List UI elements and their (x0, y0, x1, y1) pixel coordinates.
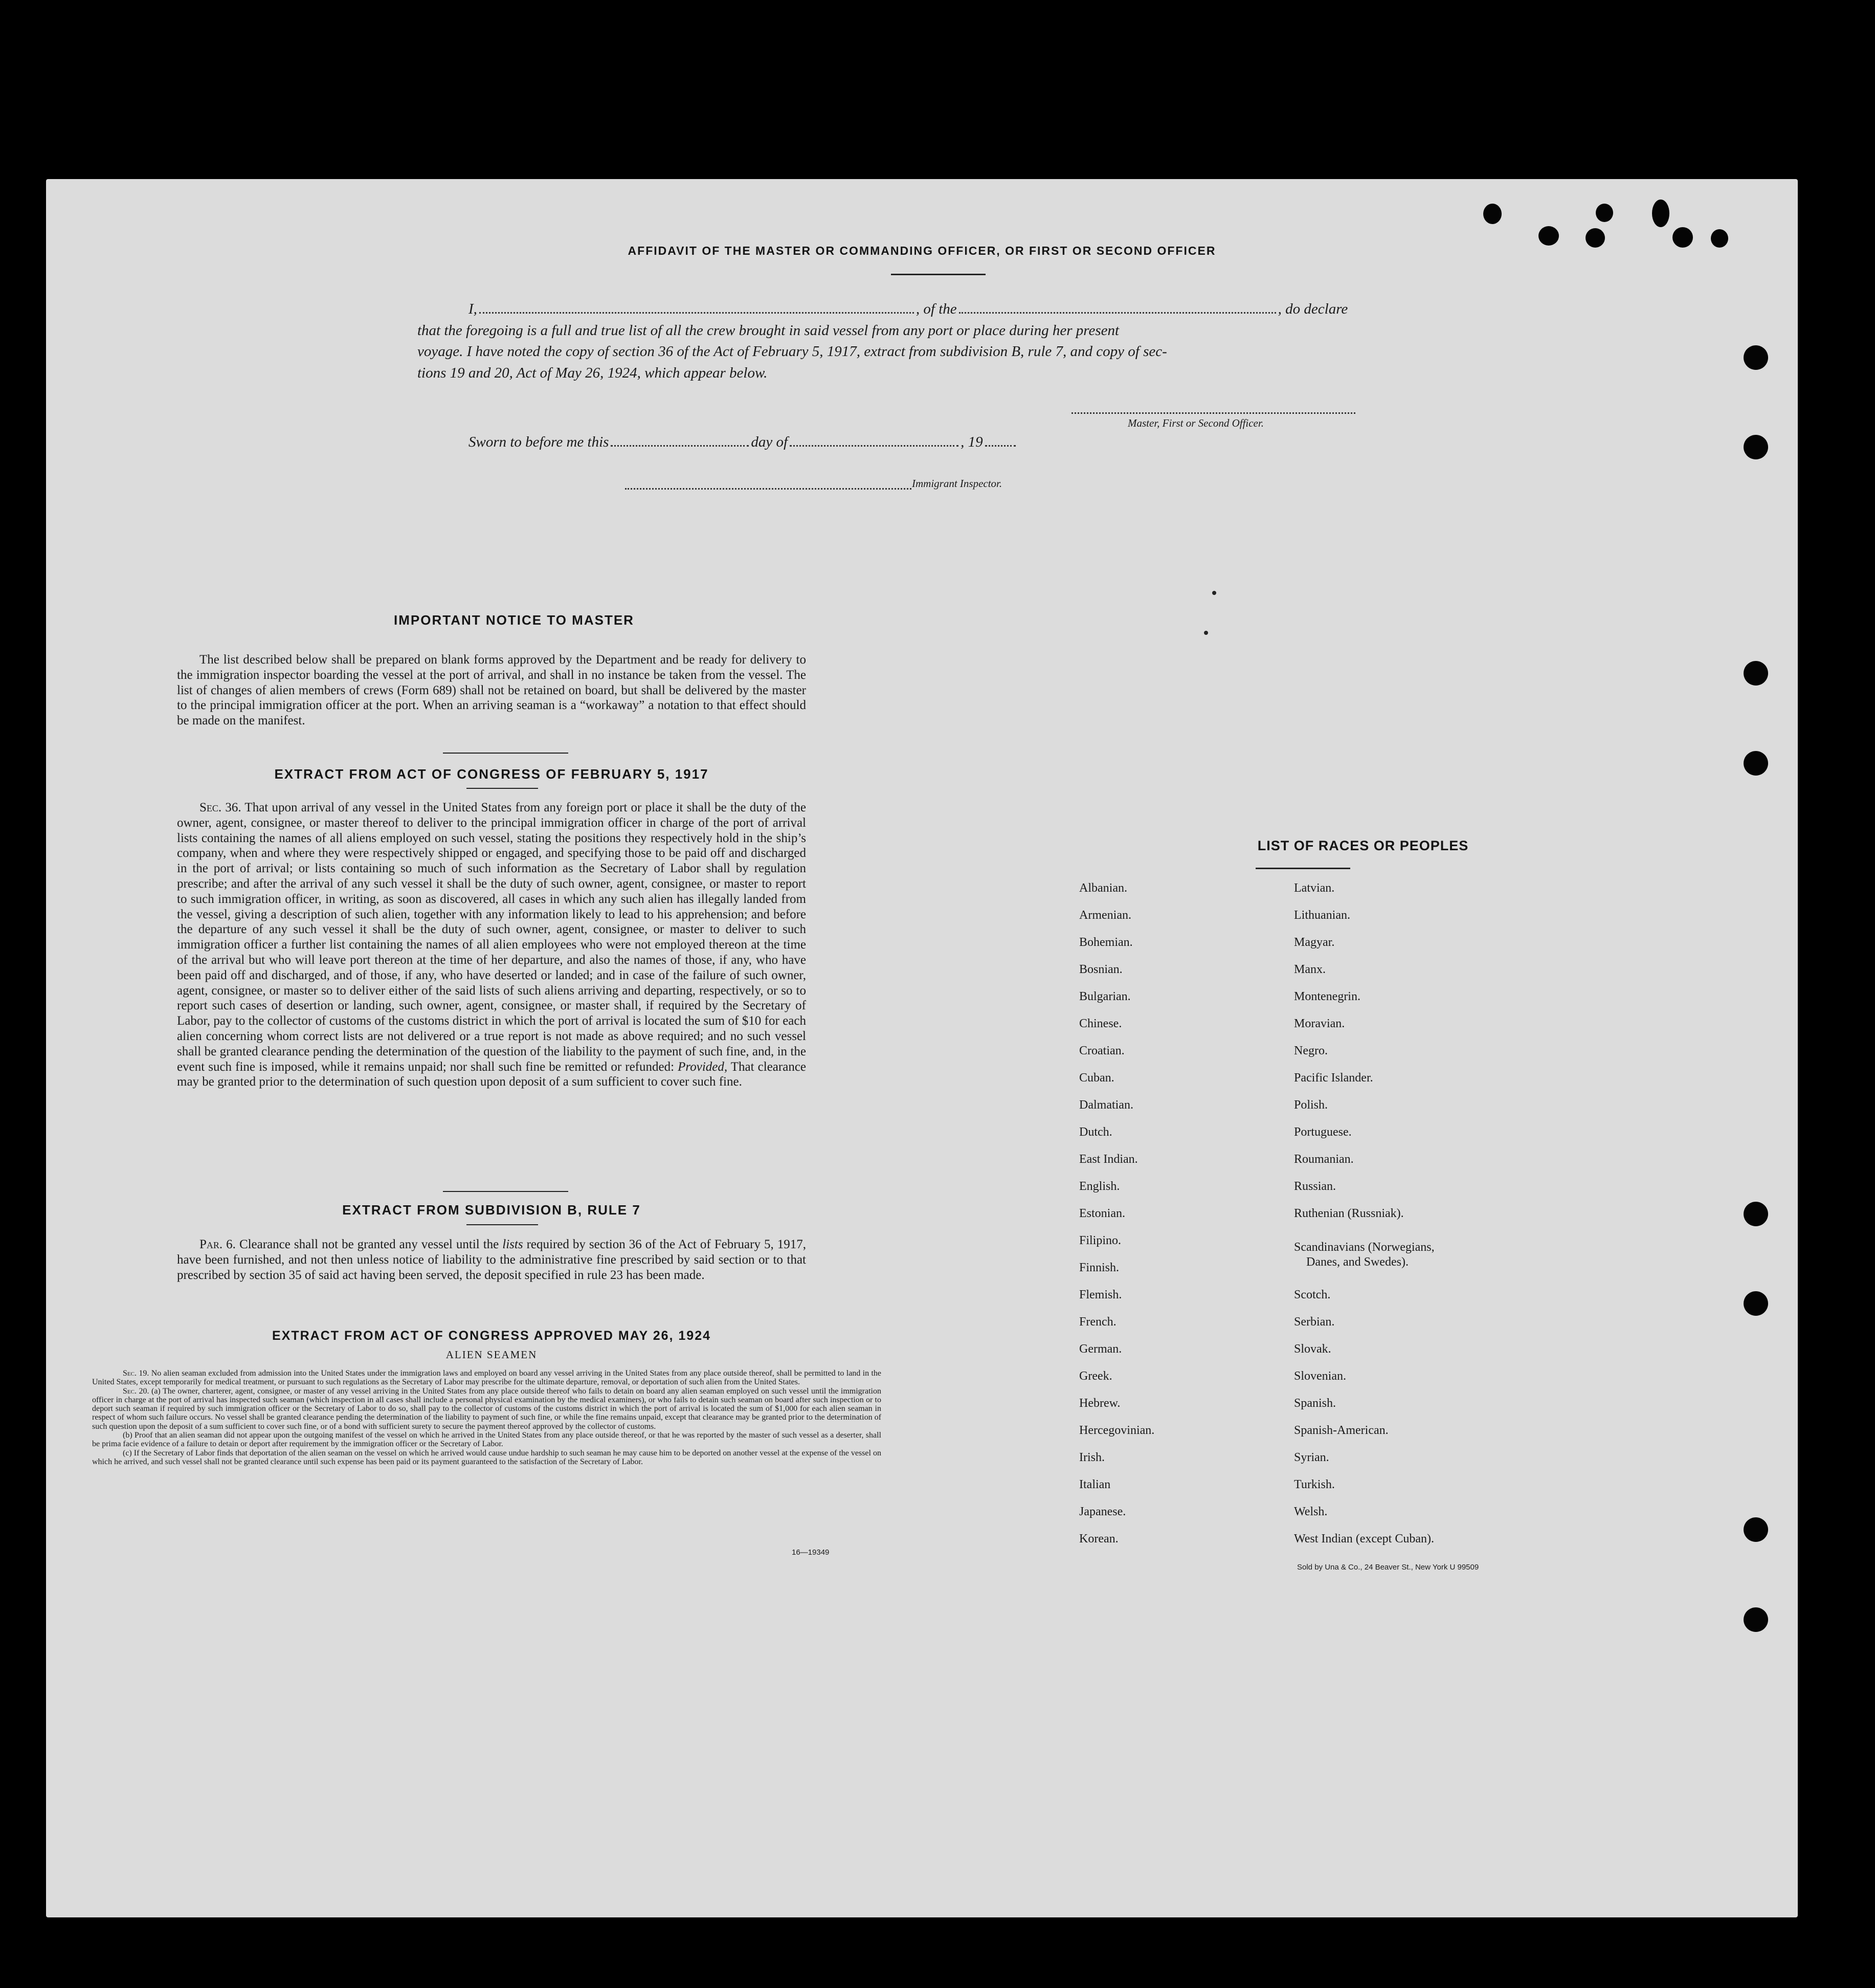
vessel-blank[interactable] (959, 312, 1276, 314)
race-item: Filipino. (1079, 1234, 1122, 1247)
race-item: Syrian. (1294, 1451, 1329, 1464)
extract-1924-title: EXTRACT FROM ACT OF CONGRESS APPROVED MAY 26, 1924 (272, 1329, 711, 1343)
race-item: Cuban. (1079, 1071, 1114, 1085)
race-item: Moravian. (1294, 1017, 1345, 1030)
affidavit-line2: that the foregoing is a full and true list of all the crew brought in said vessel from any port or place during her present (417, 322, 1120, 339)
printer-imprint: Sold by Una & Co., 24 Beaver St., New York U 99509 (1297, 1563, 1479, 1572)
speck (1204, 631, 1208, 635)
race-item: Roumanian. (1294, 1153, 1354, 1166)
rule7-body (177, 1237, 806, 1283)
race-item: Greek. (1079, 1369, 1112, 1383)
race-item: Russian. (1294, 1180, 1336, 1193)
extract-1924-body (92, 1369, 881, 1466)
race-item: Manx. (1294, 963, 1326, 976)
sec19-label: Sec. 19. (123, 1369, 149, 1378)
race-item: Estonian. (1079, 1207, 1125, 1220)
race-item: Dalmatian. (1079, 1098, 1133, 1112)
sworn-line (468, 434, 1018, 451)
sec36-tail: That clearance may be granted prior to the determination of such question upon deposit of a sum sufficient to cover such fine. (177, 1059, 807, 1089)
race-item: Hebrew. (1079, 1397, 1121, 1410)
race-item: English. (1079, 1180, 1120, 1193)
par6-label: Par. 6. (199, 1238, 236, 1251)
signature-blank[interactable] (1072, 412, 1355, 414)
race-item: Armenian. (1079, 909, 1131, 922)
affidavit-title: AFFIDAVIT OF THE MASTER OR COMMANDING OFFICER, OR FIRST OR SECOND OFFICER (628, 244, 1216, 257)
sec20-label: Sec. 20. (123, 1386, 149, 1396)
race-item: Slovak. (1294, 1342, 1331, 1356)
race-item: Irish. (1079, 1451, 1105, 1464)
ink-blot (1538, 226, 1559, 246)
do-declare-label: , do declare (1278, 301, 1348, 317)
extract-1917-body (177, 800, 806, 1090)
race-item: Spanish. (1294, 1397, 1336, 1410)
inspector-blank[interactable] (625, 488, 911, 490)
notice-text: The list described below shall be prepared on blank forms approved by the Department and be ready for delivery to the immigration inspector boarding the vessel at the port of arrival, and shall in no instance be taken from the vessel. The list of changes of alien members of crews (Form 689) shall not be retained on board, but shall be delivered by the master to the principal immigration officer at the port. When an arriving seaman is a “workaway” a notation to that effect should be made on the manifest. (177, 653, 806, 728)
affidavit-line3: voyage. I have noted the copy of section 36 of the Act of February 5, 1917, extract from subdivision B, rule 7, and copy of sec- (417, 343, 1167, 360)
affidavit-line4: tions 19 and 20, Act of May 26, 1924, which appear below. (417, 365, 768, 381)
i-label: I, (468, 301, 477, 317)
race-item: German. (1079, 1342, 1122, 1356)
notice-title: IMPORTANT NOTICE TO MASTER (394, 612, 634, 628)
race-item: Flemish. (1079, 1288, 1122, 1301)
race-item: French. (1079, 1315, 1117, 1329)
punch-hole (1744, 661, 1768, 686)
race-item: Welsh. (1294, 1505, 1328, 1518)
race-item: Serbian. (1294, 1315, 1335, 1329)
ink-blot (1596, 204, 1613, 222)
inspector-label: Immigrant Inspector. (912, 477, 1002, 490)
punch-hole (1744, 435, 1768, 459)
race-item: Bosnian. (1079, 963, 1123, 976)
rule7-title: EXTRACT FROM SUBDIVISION B, RULE 7 (342, 1202, 641, 1218)
speck (1212, 591, 1216, 595)
race-item: Pacific Islander. (1294, 1071, 1373, 1085)
divider (466, 788, 538, 789)
rule7-text-a: Clearance shall not be granted any vessel until the (239, 1238, 499, 1251)
rule7-text-b: required by section 36 of the Act of February 5, 1917, have been furnished, and not then unless notice of liability to the administrative fine prescribed by said section or to that prescribed by section 35 of said act having been served, the deposit specified in rule 23 has been made. (177, 1238, 806, 1282)
divider (1256, 868, 1350, 869)
race-item: Montenegrin. (1294, 990, 1360, 1003)
sec20c-text: (c) If the Secretary of Labor finds that deportation of the alien seaman on the vessel on which he arrived would cause undue hardship to such seaman he may cause him to be deported on another vessel at the expense of the vessel on which he arrived, and such vessel shall not be granted clearance until such expense has been paid or its payment guaranteed to the satisfaction of the Secretary of Labor. (92, 1448, 881, 1466)
divider (443, 753, 568, 754)
race-item: West Indian (except Cuban). (1294, 1532, 1434, 1545)
punch-hole (1744, 1517, 1768, 1542)
race-item: Latvian. (1294, 881, 1335, 895)
alien-seamen-subtitle: ALIEN SEAMEN (445, 1349, 538, 1361)
race-item: Chinese. (1079, 1017, 1122, 1030)
lists-word: lists (502, 1238, 523, 1251)
extract-1917-title: EXTRACT FROM ACT OF CONGRESS OF FEBRUARY 5, 1917 (274, 766, 709, 782)
race-item: Magyar. (1294, 936, 1335, 949)
race-item: Croatian. (1079, 1044, 1125, 1057)
race-item: Italian (1079, 1478, 1111, 1491)
sworn-label: Sworn to before me this (468, 434, 609, 450)
ink-blot (1483, 204, 1502, 224)
affidavit-line1 (468, 301, 1430, 318)
punch-hole (1744, 345, 1768, 370)
signature-label: Master, First or Second Officer. (1128, 417, 1264, 429)
sec20a-text: (a) The owner, charterer, agent, consignee, or master of any vessel arriving in the United States from any place outside thereof who fails to detain on board any alien seaman employed on such vessel until the immigration officer in charge at the port of arrival has inspected such seaman (which inspection in all cases shall include a personal physical examination by the medical examiners), or who fails to detain such seaman on board after such inspection or to deport such seaman if required by such immigration officer or the Secretary of Labor to do so, shall pay to the collector of customs of the customs district in which the port of arrival is located the sum of $1,000 for each alien seaman in respect of whom such failure occurs. No vessel shall be granted clearance pending the determination of the liability to payment of such fine, or while the fine remains unpaid, except that clearance may be granted prior to the determination of such question upon the deposit of a sum sufficient to cover such fine, or of a bond with sufficient surety to secure the payment thereof approved by the collector of customs. (92, 1386, 881, 1431)
divider (466, 1224, 538, 1225)
race-item: Finnish. (1079, 1261, 1120, 1274)
sec36-text: That upon arrival of any vessel in the United States from any foreign port or place it shall be the duty of the owner, agent, consignee, or master thereof to deliver to the principal immigration officer in charge of the port of arrival lists containing the names of all aliens employed on such vessel, stating the positions they respectively hold in the ship’s company, when and where they were respectively shipped or engaged, and specifying those to be paid off and discharged in the port of arrival; or lists containing so much of such information as the Secretary of Labor shall by regulation prescribe; and after the arrival of any such vessel it shall be the duty of such owner, agent, consignee, or master to report to such immigration officer, in writing, as soon as discovered, all cases in which any such alien has illegally landed from the vessel, giving a description of such alien, together with any information likely to lead to his apprehension; and before the departure of any such vessel it shall be the duty of such owner, agent, consignee, or master to deliver to such immigration officer a further list containing the names of all alien employees who were not employed thereon at the time of the arrival but who will leave port thereon at the time of her departure, and also the names of those, if any, who have been paid off and discharged, and of those, if any, who have deserted or landed; and in case of the failure of such owner, agent, consignee, or master so to deliver either of the said lists of such aliens arriving and departing, respectively, or so to report such cases of desertion or landing, such owner, agent, consignee, or master shall, if required by the Secretary of Labor, pay to the collector of customs of the customs district in which the port of arrival is located the sum of $10 for each alien concerning whom correct lists are not delivered or a true report is not made as above required; and no such vessel shall be granted clearance pending the determination of the question of the liability to the payment of such fine, and, in the event such fine is imposed, while it remains unpaid; nor shall such fine be remitted or refunded: (177, 801, 806, 1074)
form-number: 16—19349 (792, 1548, 830, 1557)
race-item: East Indian. (1079, 1153, 1138, 1166)
races-title: LIST OF RACES OR PEOPLES (1257, 838, 1469, 853)
month-blank[interactable] (790, 445, 958, 447)
of-the-label: , of the (916, 301, 957, 317)
sec20b-text: (b) Proof that an alien seaman did not appear upon the outgoing manifest of the vessel on which he arrived in the United States from any place outside thereof, or that he was reported by the master of such vessel as a deserter, shall be prima facie evidence of a failure to detain or deport after requirement by the immigration officer or the Secretary of Labor. (92, 1431, 881, 1449)
race-item: Scotch. (1294, 1288, 1331, 1301)
day-of-label: day of (751, 434, 788, 450)
race-item: Albanian. (1079, 881, 1127, 895)
race-item: Slovenian. (1294, 1369, 1346, 1383)
sec19-text: No alien seaman excluded from admission into the United States under the immigration laws and employed on board any vessel arriving in the United States from any place outside thereof, shall be permitted to land in the United States, except temporarily for medical treatment, or pursuant to such regulations as the Secretary of Labor may prescribe for the ultimate departure, removal, or deportation of such alien from the United States. (92, 1369, 882, 1387)
race-item: Dutch. (1079, 1125, 1112, 1139)
race-item: Lithuanian. (1294, 909, 1350, 922)
race-item: Turkish. (1294, 1478, 1335, 1491)
race-item: Hercegovinian. (1079, 1424, 1155, 1437)
race-item: Spanish-American. (1294, 1424, 1389, 1437)
race-item: Korean. (1079, 1532, 1119, 1545)
race-item: Portuguese. (1294, 1125, 1352, 1139)
year-prefix: , 19 (961, 434, 983, 450)
provided-word: Provided, (678, 1059, 728, 1074)
divider (443, 1191, 568, 1192)
race-item: Scandinavians (Norwegians, (1294, 1241, 1435, 1254)
race-item: Ruthenian (Russniak). (1294, 1207, 1404, 1220)
race-item: Bohemian. (1079, 936, 1133, 949)
race-item: Danes, and Swedes). (1306, 1255, 1409, 1269)
race-item: Polish. (1294, 1098, 1328, 1112)
race-item: Bulgarian. (1079, 990, 1131, 1003)
punch-hole (1744, 751, 1768, 776)
punch-hole (1744, 1291, 1768, 1316)
race-item: Japanese. (1079, 1505, 1126, 1518)
notice-body (177, 652, 806, 728)
divider (891, 274, 986, 275)
punch-hole (1744, 1607, 1768, 1632)
year-blank[interactable] (985, 445, 1016, 447)
punch-hole (1744, 1202, 1768, 1226)
ink-blot (1652, 200, 1669, 227)
race-item: Negro. (1294, 1044, 1328, 1057)
day-blank[interactable] (611, 445, 749, 447)
sec36-label: Sec. 36. (199, 801, 241, 814)
name-blank[interactable] (479, 312, 914, 314)
form-sheet (46, 179, 1798, 1917)
